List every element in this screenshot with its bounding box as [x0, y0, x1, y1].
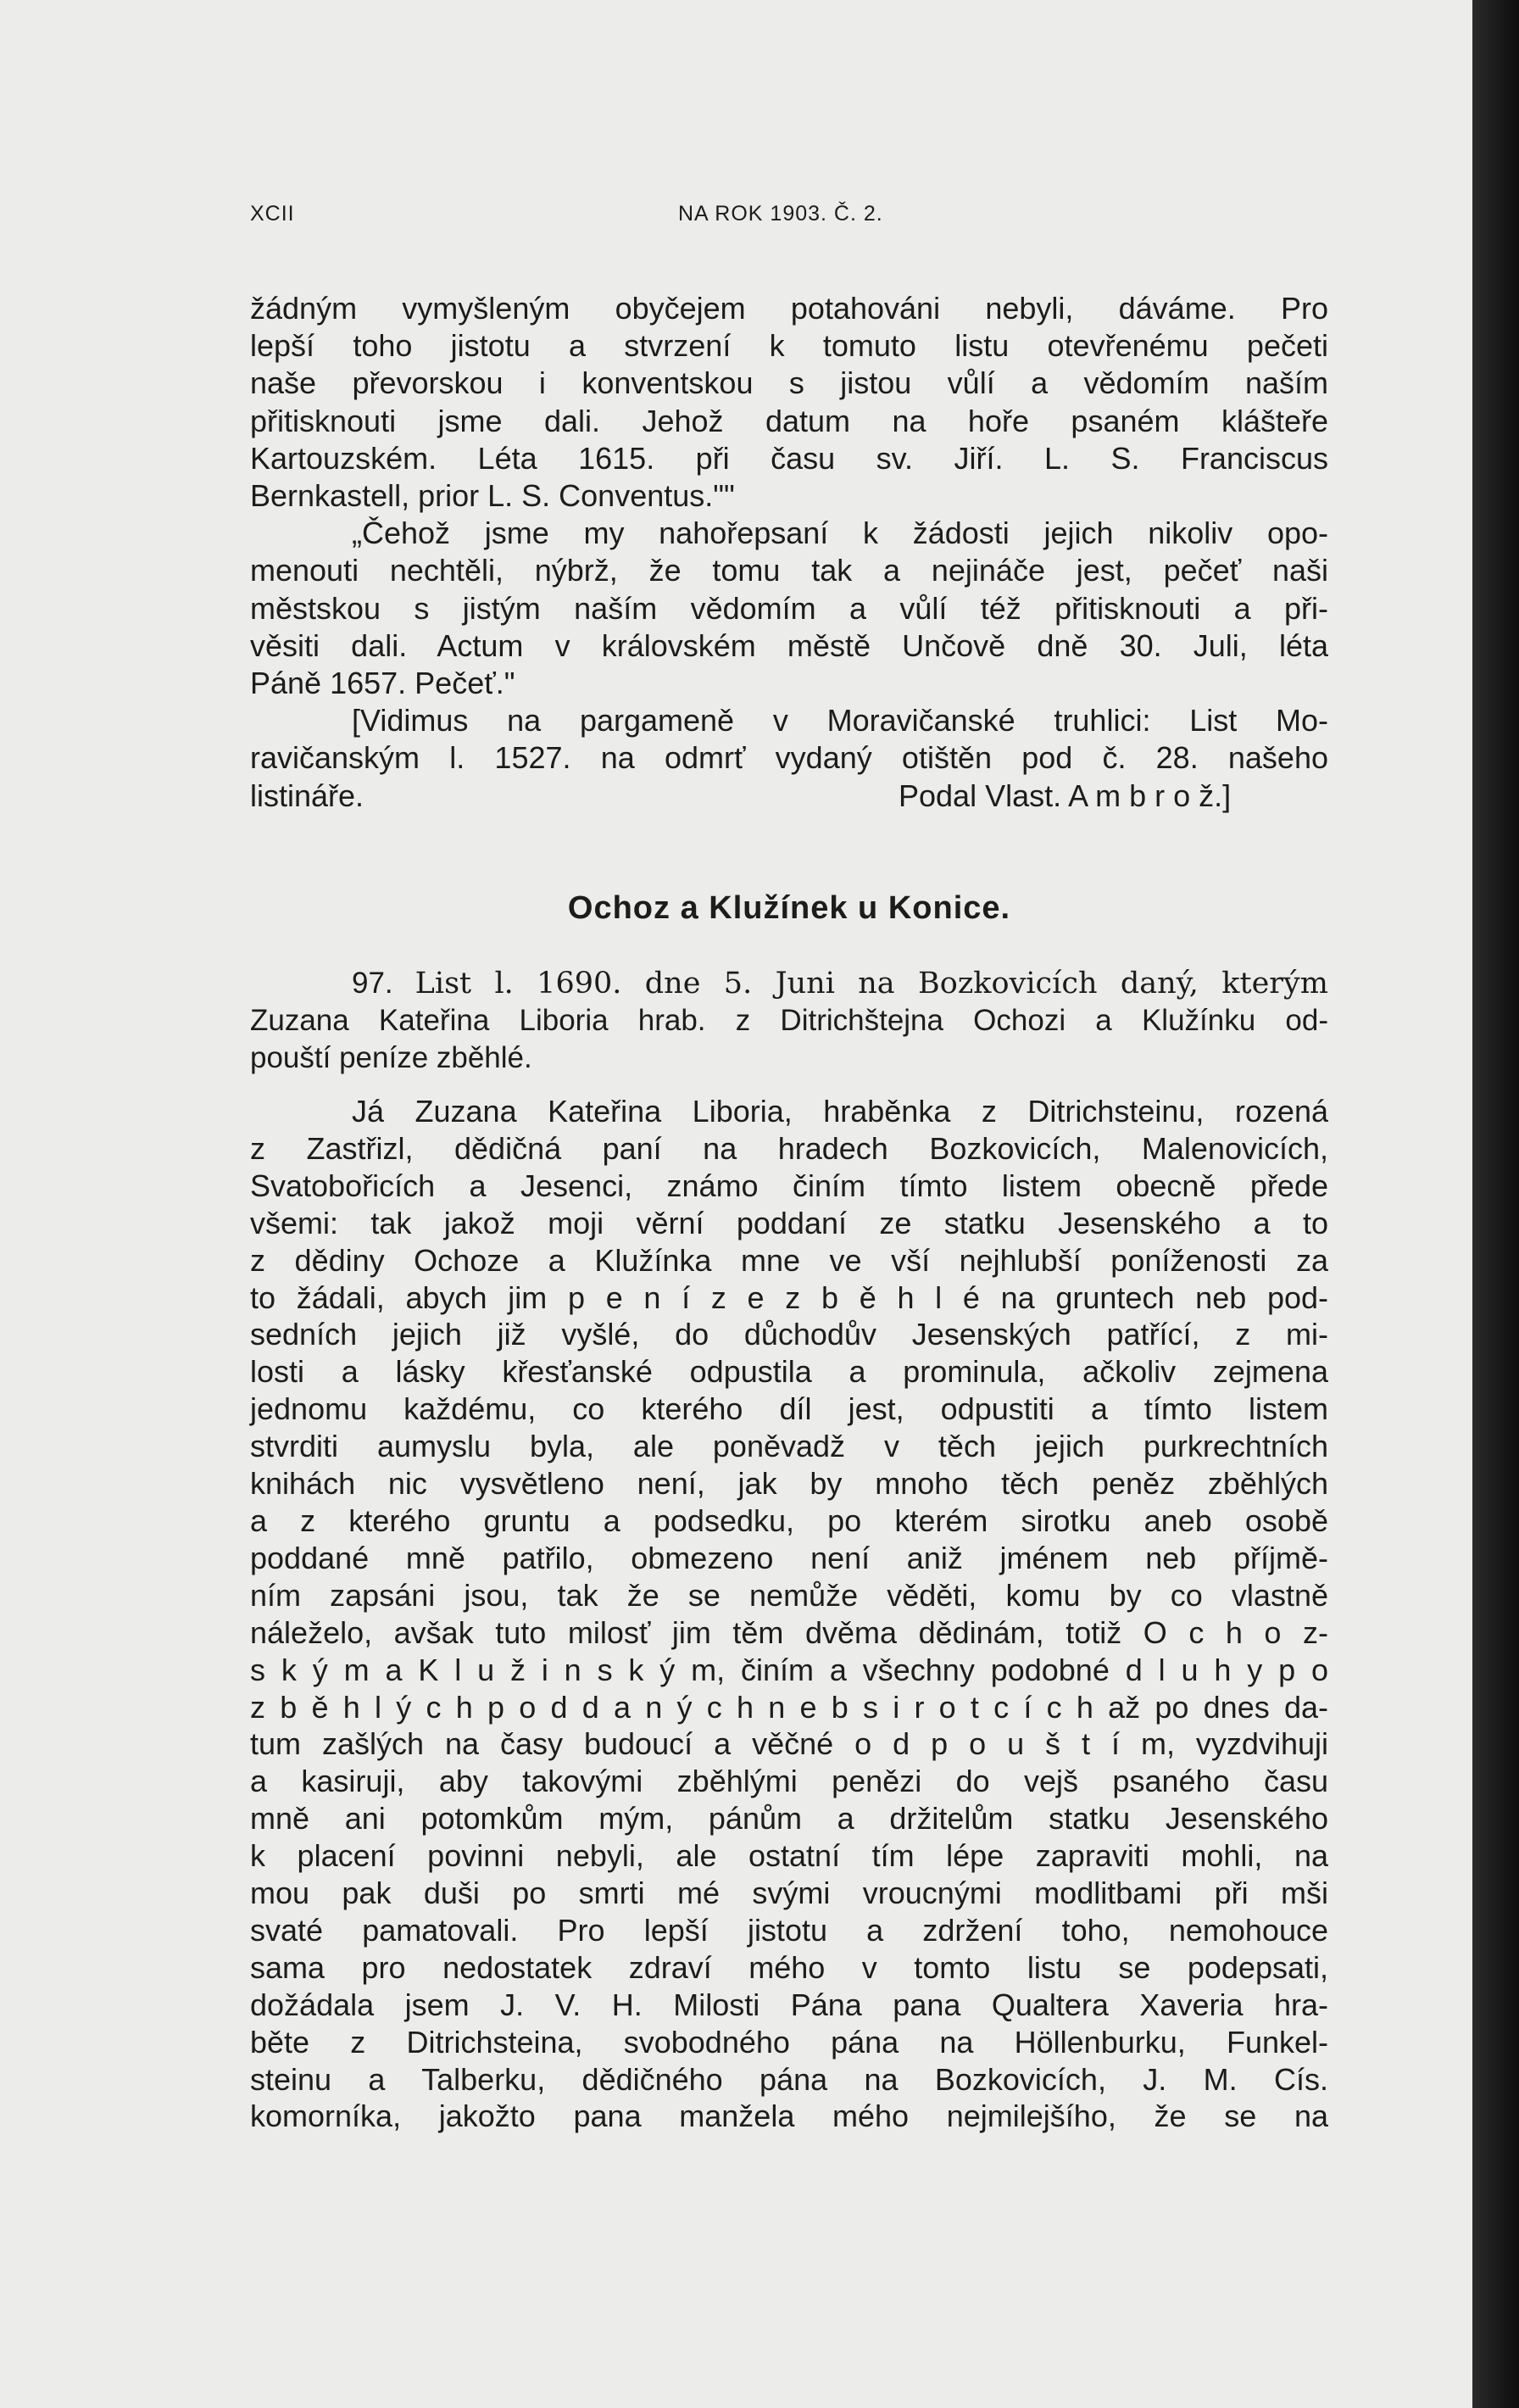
text-line: k placení povinni nebyli, ale ostatní tím lépe zapraviti mohli, na	[250, 1838, 1328, 1874]
document-heading-line: pouští peníze zběhlé.	[250, 1041, 532, 1074]
source-line	[250, 778, 1328, 815]
text-line: „Čehož jsme my nahořepsaní k žádosti jejich nikoliv opo-	[352, 516, 1328, 551]
text-line: dožádala jsem J. V. H. Milosti Pána pana Qualtera Xaveria hra-	[250, 1987, 1328, 2022]
document-heading-line: Zuzana Kateřina Liboria hrab. z Ditrichštejna Ochozi a Klužínku od-	[250, 1004, 1328, 1037]
text-line: Kartouzském. Léta 1615. při času sv. Jiří. L. S. Franciscus	[250, 440, 1328, 476]
text-line: a kasiruji, aby takovými zběhlými penězi do vejš psaného času	[250, 1764, 1328, 1799]
text-line: sedních jejich již vyšlé, do důchodův Jesenských patřící, z mi-	[250, 1317, 1328, 1352]
document-heading	[250, 965, 1328, 1077]
text-line: tum zašlých na časy budoucí a věčné o d p o u š t í m, vyzdvihuji	[250, 1726, 1328, 1762]
text-line: stvrditi aumyslu byla, ale poněvadž v těch jejich purkrechtních	[250, 1429, 1328, 1464]
text-line: lepší toho jistotu a stvrzení k tomuto listu otevřenému pečeti	[250, 328, 1328, 364]
text-line: věsiti dali. Actum v královském městě Unčově dně 30. Juli, léta	[250, 627, 1328, 663]
continued-document-text	[250, 290, 1328, 815]
text-line: losti a lásky křesťanské odpustila a prominula, ačkoliv zejmena	[250, 1354, 1328, 1390]
text-line: jednomu každému, co kterého díl jest, odpustiti a tímto listem	[250, 1391, 1328, 1427]
text-line: přitisknouti jsme dali. Jehož datum na hoře psaném klášteře	[250, 403, 1328, 438]
text-line: Svatobořicích a Jesenci, známo činím tímto listem obecně přede	[250, 1168, 1328, 1203]
text-line: ním zapsáni jsou, tak že se nemůže věděti, komu by co vlastně	[250, 1577, 1328, 1613]
document-heading-line	[250, 965, 1328, 1002]
text-line: komorníka, jakožto pana manžela mého nejmilejšího, že se na	[250, 2099, 1328, 2134]
text-line: menouti nechtěli, nýbrž, že tomu tak a nejináče jest, pečeť naši	[250, 553, 1328, 588]
text-line: s k ý m a K l u ž i n s k ý m, činím a všechny podobné d l u h y p o	[250, 1652, 1328, 1687]
text-line: Páně 1657. Pečeť."	[250, 666, 515, 701]
text-line: z Zastřizl, dědičná paní na hradech Bozkovicích, Malenovicích,	[250, 1130, 1328, 1166]
text-line: sama pro nedostatek zdraví mého v tomto listu se podepsati,	[250, 1949, 1328, 1985]
text-line: žádným vymyšleným obyčejem potahováni nebyli, dáváme. Pro	[250, 291, 1328, 326]
text-line: svaté pamatovali. Pro lepší jistotu a zdržení toho, nemohouce	[250, 1912, 1328, 1948]
journal-header: NA ROK 1903. Č. 2.	[678, 202, 883, 226]
text-line: městskou s jistým naším vědomím a vůlí též přitisknouti a při-	[250, 590, 1328, 626]
running-head	[250, 202, 1352, 236]
text-line: z b ě h l ý c h p o d d a n ý c h n e b s i r o t c í c h až po dnes da-	[250, 1689, 1328, 1725]
section-title: Ochoz a Klužínek u Konice.	[567, 890, 1011, 926]
text-line: poddané mně patřilo, obmezeno není aniž jménem neb příjmě-	[250, 1540, 1328, 1575]
document-title-fraktur: List l. 1690. dne 5. Juni na Bozkovicích daný, kterým	[415, 967, 1328, 1001]
text-line: mně ani potomkům mým, pánům a držitelům statku Jesenského	[250, 1801, 1328, 1837]
text-line: steinu a Talberku, dědičného pána na Bozkovicích, J. M. Cís.	[250, 2061, 1328, 2097]
text-line: náleželo, avšak tuto milosť jim těm dvěma dědinám, totiž O c h o z-	[250, 1614, 1328, 1650]
text-line: všemi: tak jakož moji věrní poddaní ze statku Jesenského a to	[250, 1205, 1328, 1240]
text-line: a z kterého gruntu a podsedku, po kterém sirotku aneb osobě	[250, 1502, 1328, 1538]
document-number: 97.	[352, 967, 393, 1000]
page-folio: XCII	[250, 202, 295, 226]
text-line: ravičanským l. 1527. na odmrť vydaný otištěn pod č. 28. našeho	[250, 740, 1328, 776]
text-line: naše převorskou i konventskou s jistou vůlí a vědomím naším	[250, 365, 1328, 401]
text-line: mou pak duši po smrti mé svými vroucnými modlitbami při mši	[250, 1876, 1328, 1911]
scan-binding-edge	[1472, 0, 1519, 2408]
text-line: Bernkastell, prior L. S. Conventus.""	[250, 478, 735, 514]
text-line: běte z Ditrichsteina, svobodného pána na Höllenburku, Funkel-	[250, 2024, 1328, 2060]
text-line: [Vidimus na pargameně v Moravičanské truhlici: List Mo-	[352, 703, 1328, 739]
text-line: Já Zuzana Kateřina Liboria, hraběnka z Ditrichsteinu, rozená	[352, 1094, 1328, 1129]
text-line: to žádali, abych jim p e n í z e z b ě h l é na gruntech neb pod-	[250, 1279, 1328, 1315]
document-body	[250, 1093, 1328, 2135]
source-credit: Podal Vlast. A m b r o ž.]	[899, 778, 1232, 813]
text-line: z dědiny Ochoze a Klužínka mne ve vší nejhlubší poníženosti za	[250, 1242, 1328, 1278]
source-left: listináře.	[250, 778, 364, 813]
text-line: knihách nic vysvětleno není, jak by mnoho těch peněz zběhlých	[250, 1466, 1328, 1502]
